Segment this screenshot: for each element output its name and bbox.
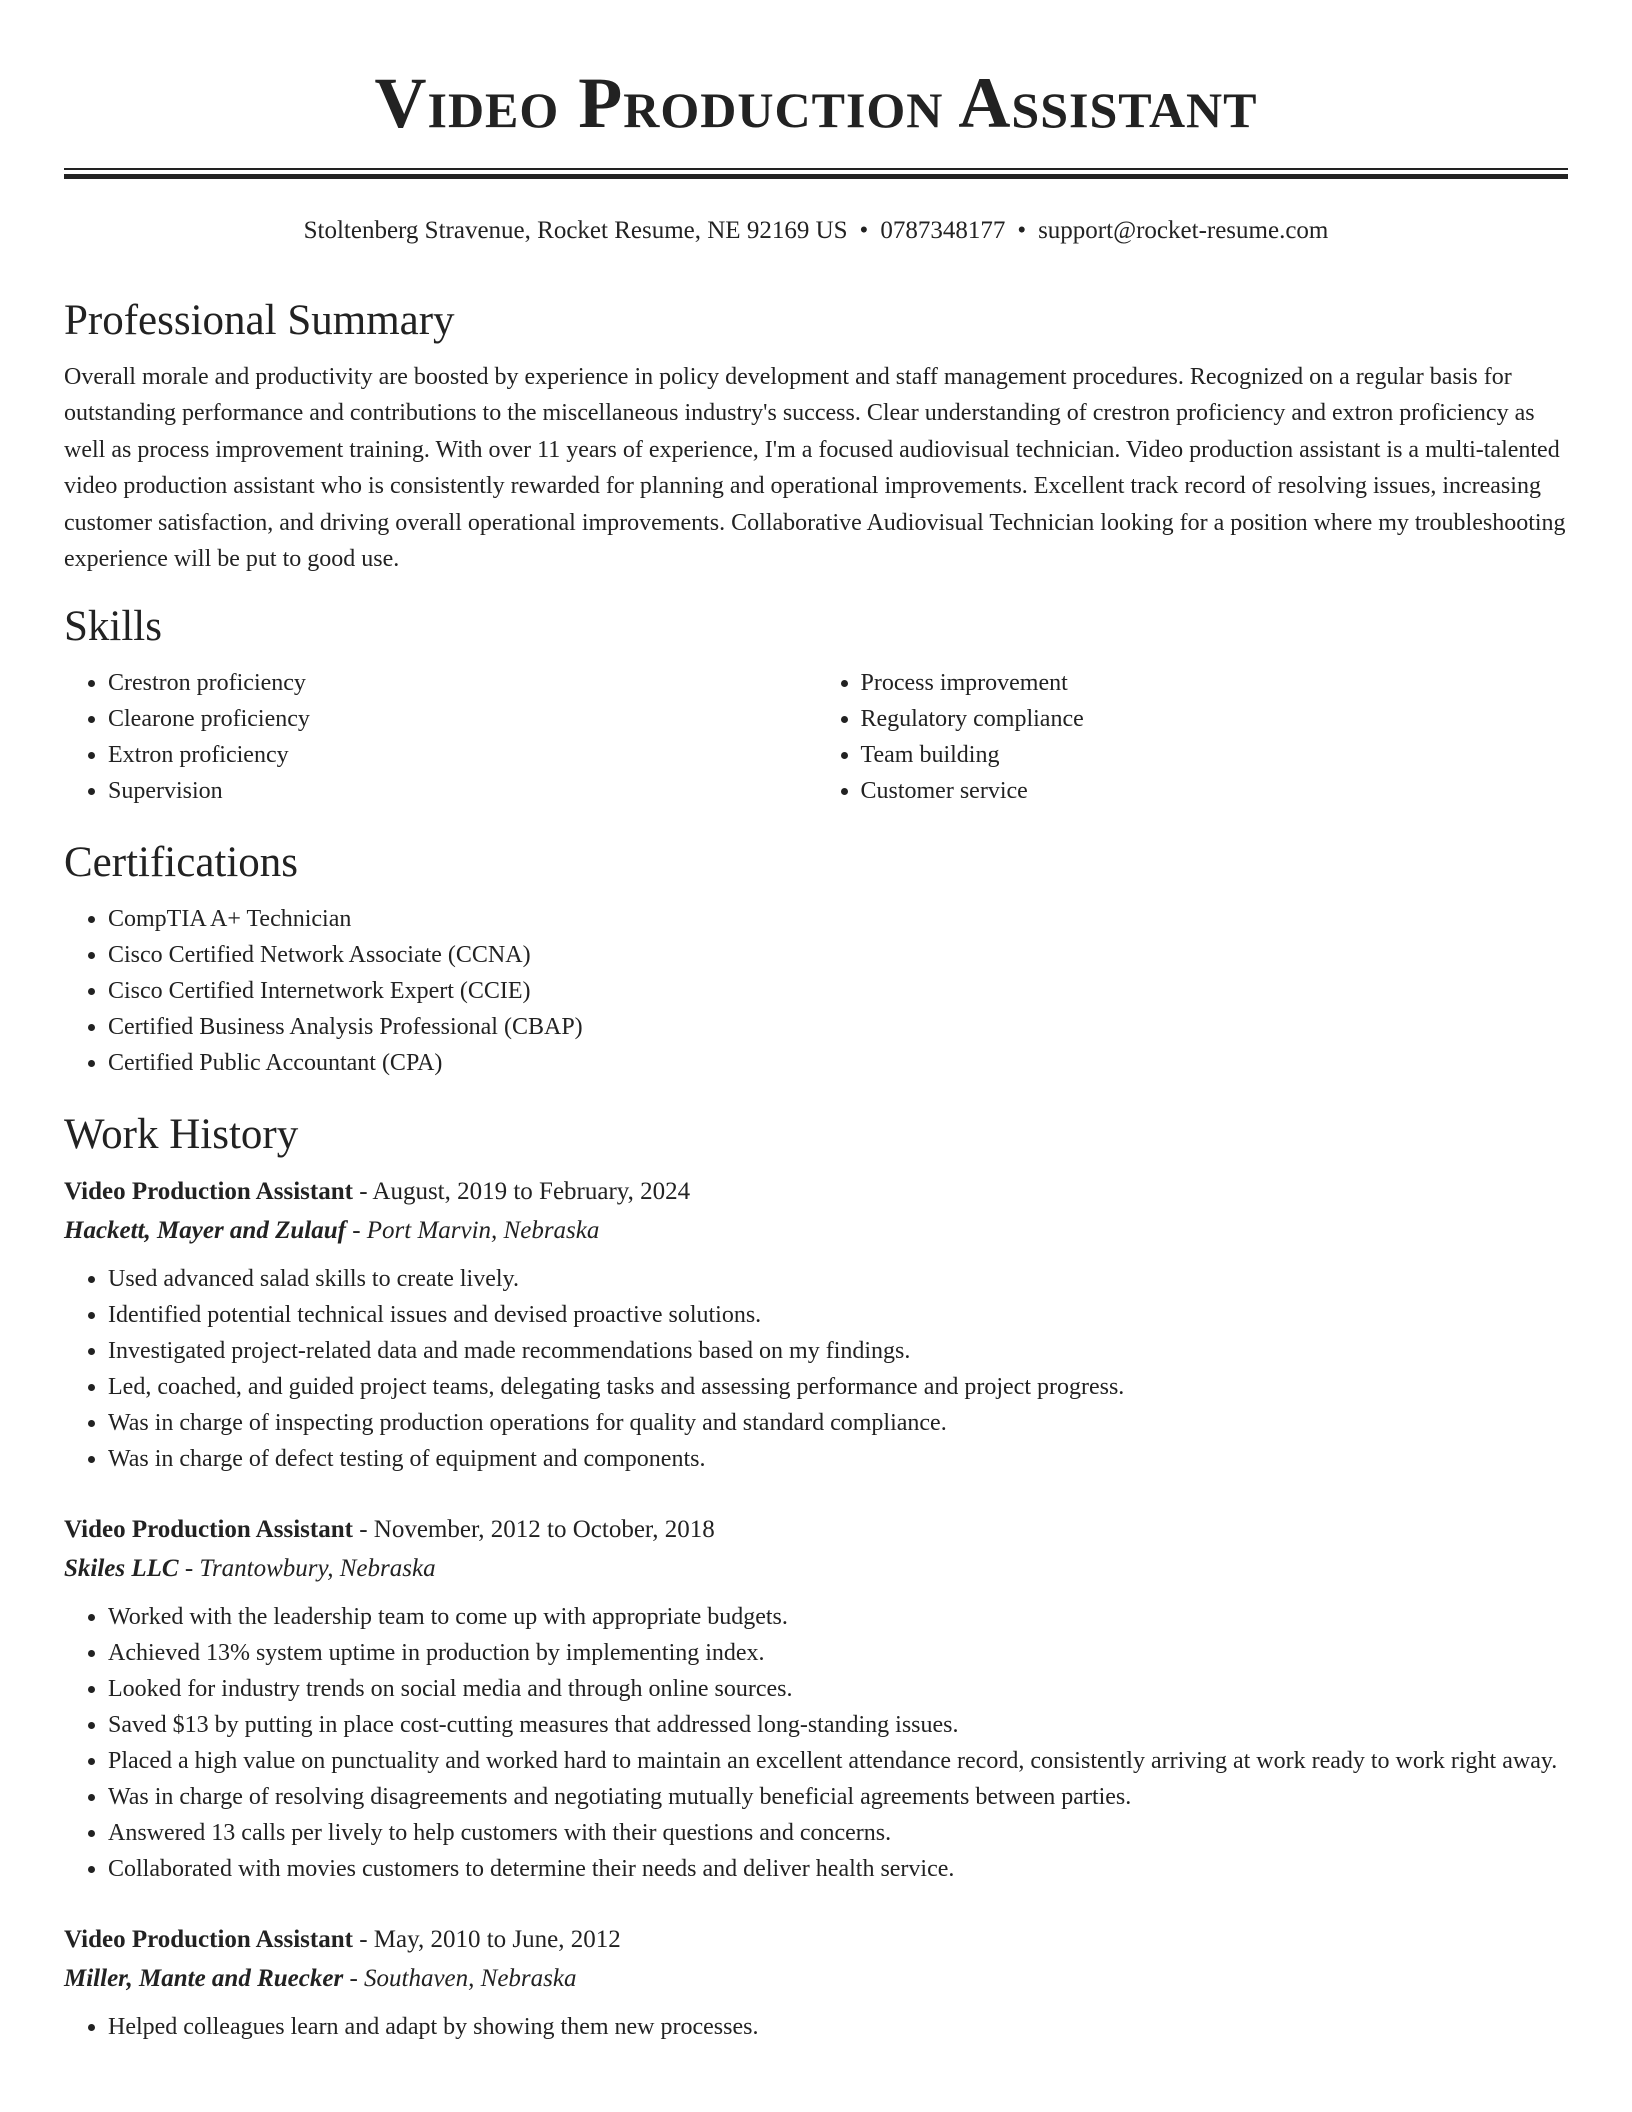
job-bullet: • Led, coached, and guided project teams, delegating tasks and assessing performance and project progress.: [108, 1369, 1568, 1405]
job-entry: [64, 1173, 1568, 1477]
contact-email: support@rocket-resume.com: [1038, 217, 1329, 244]
job-bullet: • Answered 13 calls per lively to help customers with their questions and concerns.: [108, 1815, 1568, 1851]
job-bullet: • Worked with the leadership team to come up with appropriate budgets.: [108, 1599, 1568, 1635]
job-bullet: • Was in charge of defect testing of equipment and components.: [108, 1441, 1568, 1477]
job-bullets: [64, 1261, 1568, 1477]
skills-columns: [64, 665, 1568, 809]
skills-heading: Skills: [64, 603, 162, 651]
job-bullet: • Used advanced salad skills to create lively.: [108, 1261, 1568, 1297]
job-dates: - May, 2010 to June, 2012: [359, 1926, 621, 1954]
job-company: Hackett, Mayer and Zulauf: [64, 1217, 346, 1245]
title-divider-thick: [64, 174, 1568, 179]
summary-text: Overall morale and productivity are boosted by experience in policy development and staff management procedures. Recognized on a regular basis for outstanding performance and contributions to the miscellaneous industry's success. Clear understanding of crestron proficiency and extron proficiency as well as process improvement training. With over 11 years of experience, I'm a focused audiovisual technician. Video production assistant is a multi-talented video production assistant who is consistently rewarded for planning and operational improvements. Excellent track record of resolving issues, increasing customer satisfaction, and driving overall operational improvements. Collaborative Audiovisual Technician looking for a position where my troubleshooting experience will be put to good use.: [64, 364, 1566, 573]
work-history-heading: Work History: [64, 1111, 299, 1159]
certification-item: • Cisco Certified Network Associate (CCNA): [108, 937, 1568, 973]
summary-section: [64, 285, 1568, 577]
job-location: - Southaven, Nebraska: [349, 1965, 577, 1993]
contact-phone: 0787348177: [880, 217, 1006, 244]
job-bullet: • Investigated project-related data and made recommendations based on my findings.: [108, 1333, 1568, 1369]
job-bullets: [64, 2009, 1568, 2045]
skill-item: • Supervision: [108, 773, 816, 809]
work-history-section: [64, 1099, 1568, 2045]
certifications-section: [64, 827, 1568, 1081]
job-bullet: • Was in charge of resolving disagreements and negotiating mutually beneficial agreements between parties.: [108, 1779, 1568, 1815]
certification-item: • Certified Business Analysis Professional (CBAP): [108, 1009, 1568, 1045]
job-role: Video Production Assistant: [64, 1516, 353, 1544]
job-header: [64, 1921, 1568, 1959]
certifications-heading: Certifications: [64, 839, 299, 887]
certifications-list: [64, 901, 1568, 1081]
job-bullet: • Looked for industry trends on social media and through online sources.: [108, 1671, 1568, 1707]
resume-title: Video Production Assistant: [374, 63, 1258, 143]
job-dates: - August, 2019 to February, 2024: [359, 1178, 691, 1206]
contact-separator: •: [1017, 217, 1027, 244]
certification-item: • Certified Public Accountant (CPA): [108, 1045, 1568, 1081]
certification-item: • CompTIA A+ Technician: [108, 901, 1568, 937]
job-bullet: • Helped colleagues learn and adapt by showing them new processes.: [108, 2009, 1568, 2045]
job-employer: [64, 1959, 1568, 1999]
job-company: Skiles LLC: [64, 1555, 179, 1583]
job-role: Video Production Assistant: [64, 1926, 353, 1954]
job-header: [64, 1511, 1568, 1549]
job-bullets: [64, 1599, 1568, 1887]
skill-item: • Extron proficiency: [108, 737, 816, 773]
contact-line: [64, 214, 1568, 248]
job-location: - Port Marvin, Nebraska: [352, 1217, 600, 1245]
certification-item: • Cisco Certified Internetwork Expert (CCIE): [108, 973, 1568, 1009]
skills-list-right: [816, 665, 1569, 809]
job-bullet: • Achieved 13% system uptime in production by implementing index.: [108, 1635, 1568, 1671]
summary-heading: Professional Summary: [64, 297, 455, 344]
job-bullet: • Identified potential technical issues and devised proactive solutions.: [108, 1297, 1568, 1333]
job-bullet: • Was in charge of inspecting production operations for quality and standard compliance.: [108, 1405, 1568, 1441]
contact-separator: •: [859, 217, 869, 244]
job-role: Video Production Assistant: [64, 1178, 353, 1206]
skills-list-left: [64, 665, 816, 809]
job-employer: [64, 1549, 1568, 1589]
skills-section: [64, 591, 1568, 809]
job-employer: [64, 1211, 1568, 1251]
contact-address: Stoltenberg Stravenue, Rocket Resume, NE 92169 US: [303, 217, 848, 244]
resume-content: [64, 285, 1568, 2079]
skill-item: • Team building: [861, 737, 1569, 773]
job-bullet: • Placed a high value on punctuality and worked hard to maintain an excellent attendance record, consistently arriving at work ready to work right away.: [108, 1743, 1568, 1779]
title-divider-thin: [64, 168, 1568, 170]
job-dates: - November, 2012 to October, 2018: [359, 1516, 715, 1544]
skill-item: • Customer service: [861, 773, 1569, 809]
job-header: [64, 1173, 1568, 1211]
job-bullet: • Collaborated with movies customers to determine their needs and deliver health service.: [108, 1851, 1568, 1887]
job-entry: [64, 1511, 1568, 1887]
skill-item: • Clearone proficiency: [108, 701, 816, 737]
job-bullet: • Saved $13 by putting in place cost-cutting measures that addressed long-standing issues.: [108, 1707, 1568, 1743]
job-company: Miller, Mante and Ruecker: [64, 1965, 344, 1993]
skill-item: • Process improvement: [861, 665, 1569, 701]
job-location: - Trantowbury, Nebraska: [184, 1555, 436, 1583]
skill-item: • Regulatory compliance: [861, 701, 1569, 737]
skill-item: • Crestron proficiency: [108, 665, 816, 701]
job-entry: [64, 1921, 1568, 2045]
